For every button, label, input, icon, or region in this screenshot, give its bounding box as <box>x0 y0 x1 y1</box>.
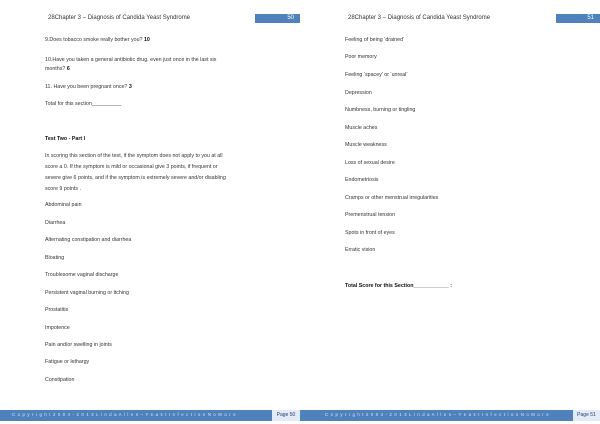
symptom-item: Bloating <box>45 255 65 261</box>
footer-copyright: C o p y r i g h t 2 0 0 4 - 2 0 1 3 L i n d a A l l e n – Y e a s t I n f e c t i o n N o M o r e <box>325 412 550 417</box>
question-text: 9.Does tobacco smoke really bother you? <box>45 37 143 43</box>
question-score: 3 <box>128 84 132 90</box>
symptom-item: Muscle aches <box>345 125 378 131</box>
symptom-item: Prostatitis <box>45 307 69 313</box>
footer-bar <box>0 410 300 421</box>
footer-copyright: C o p y r i g h t 2 0 0 4 - 2 0 1 3 L i n d a A l l e n – Y e a s t I n f e c t i o n N o M o r e <box>12 412 237 417</box>
symptom-item: Impotence <box>45 325 70 331</box>
page-number-box: 51 <box>556 14 600 23</box>
section-total: Total for this section__________ <box>45 101 122 107</box>
footer-bar <box>300 410 600 421</box>
symptom-item: Endometriosis <box>345 177 379 183</box>
symptom-item: Diarrhea <box>45 220 66 226</box>
symptom-item: Alternating constipation and diarrhea <box>45 237 132 243</box>
right-page <box>300 0 600 424</box>
header-title: 28Chapter 3 – Diagnosis of Candida Yeast Syndrome <box>48 15 191 21</box>
symptom-item: Depression <box>345 90 372 96</box>
section-heading: Test Two - Part I <box>45 136 86 142</box>
symptom-item: Spots in front of eyes <box>345 230 395 236</box>
question-9 <box>45 36 150 45</box>
instruction-line: score a 0. If the symptom is mild or occasional give 3 points, if frequent or <box>45 164 218 170</box>
symptom-item: Feeling of being ‘drained’ <box>345 37 405 43</box>
page-number-box: 50 <box>255 14 300 23</box>
question-10-line-2 <box>45 65 70 74</box>
symptom-item: Muscle weakness <box>345 142 387 148</box>
symptom-item: Constipation <box>45 377 75 383</box>
symptom-item: Fatigue or lethargy <box>45 359 90 365</box>
symptom-item: Abdominal pain <box>45 202 82 208</box>
symptom-item: Numbness, burning or tingling <box>345 107 416 113</box>
symptom-item: Pain and/or swelling in joints <box>45 342 112 348</box>
symptom-item: Persistent vaginal burning or itching <box>45 290 129 296</box>
question-10-line-1: 10.Have you taken a general antibiotic drug, even just once in the last six <box>45 57 217 63</box>
instruction-line: In scoring this section of the test, if the symptom does not apply to you at all <box>45 153 223 159</box>
symptom-item: Troublesome vaginal discharge <box>45 272 119 278</box>
question-11 <box>45 83 132 92</box>
question-text: 11. Have you been pregnant once? <box>45 84 128 90</box>
header-title: 28Chapter 3 – Diagnosis of Candida Yeast Syndrome <box>348 15 491 21</box>
question-text: months? <box>45 66 66 72</box>
question-score: 6 <box>66 66 70 72</box>
symptom-item: Loss of sexual desire <box>345 160 395 166</box>
question-score: 10 <box>143 37 150 43</box>
footer-page-number: Page 51 <box>573 410 600 421</box>
symptom-item: Premenstrual tension <box>345 212 396 218</box>
symptom-item: Poor memory <box>345 54 377 60</box>
footer-page-number: Page 50 <box>272 410 300 421</box>
section-total: Total Score for this Section____________ : <box>345 283 453 289</box>
instruction-line: severe give 6 points, and if the symptom is extremely severe and/or disabling <box>45 175 226 181</box>
symptom-item: Cramps or other menstrual irregularities <box>345 195 439 201</box>
symptom-item: Feeling ‘spacey’ or ‘unreal’ <box>345 72 408 78</box>
instruction-line: score 9 points . <box>45 186 81 192</box>
symptom-item: Erratic vision <box>345 247 376 253</box>
